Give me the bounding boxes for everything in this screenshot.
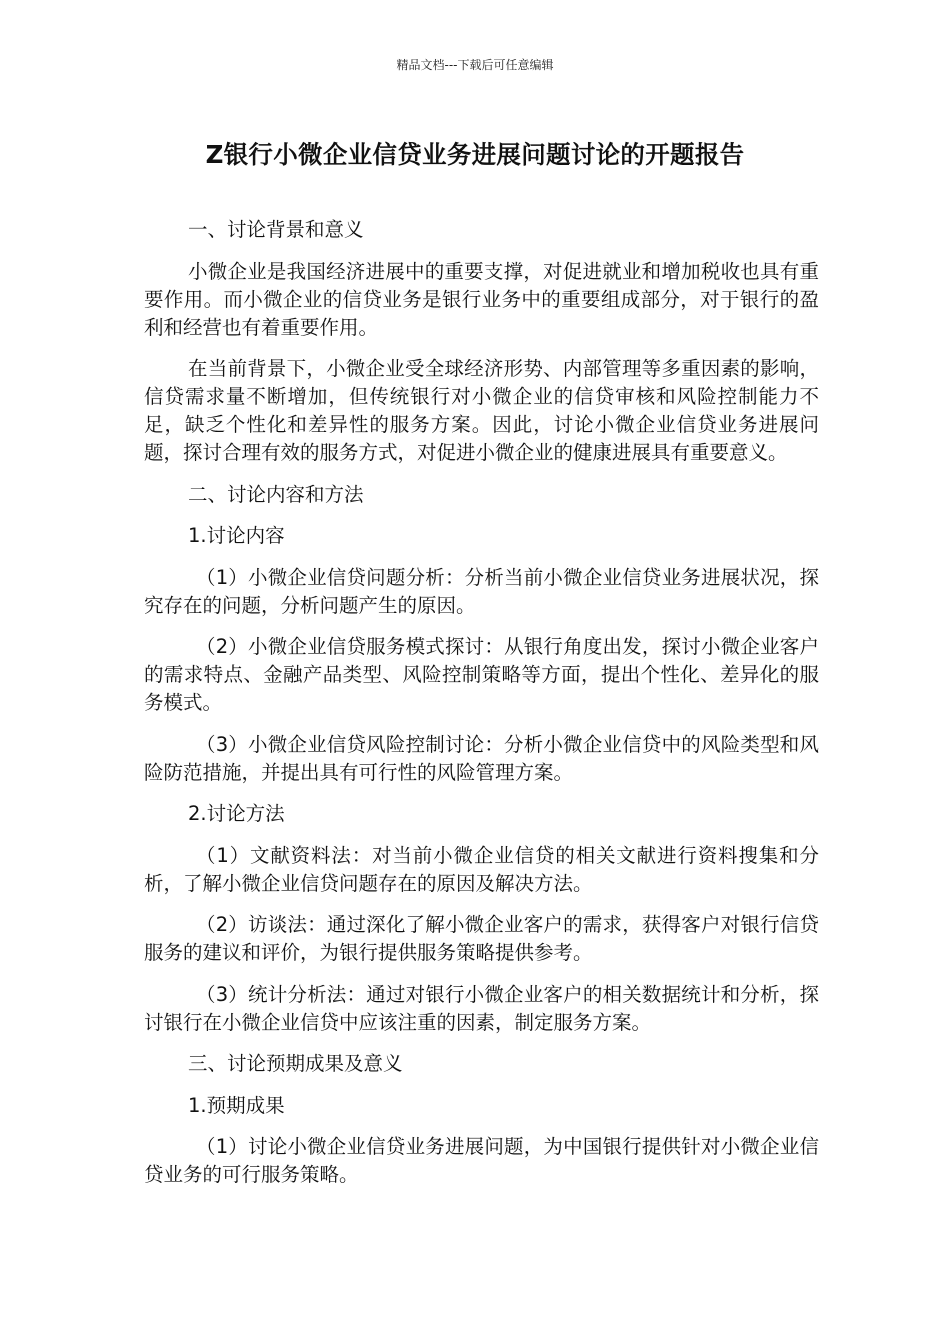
- paragraph: 在当前背景下，小微企业受全球经济形势、内部管理等多重因素的影响，信贷需求量不断增加，但传统银行对小微企业的信贷审核和风险控制能力不足，缺乏个性化和差异性的服务方案。因此，讨论小微企业信贷业务进展问题，探讨合理有效的服务方式，对促进小微企业的健康进展具有重要意义。: [144, 357, 819, 464]
- subsection-heading: 2.讨论方法: [188, 802, 285, 825]
- section-heading: 三、讨论预期成果及意义: [188, 1052, 403, 1075]
- list-item: （3）小微企业信贷风险控制讨论：分析小微企业信贷中的风险类型和风险防范措施，并提出具有可行性的风险管理方案。: [144, 732, 819, 784]
- list-item: （2）访谈法：通过深化了解小微企业客户的需求，获得客户对银行信贷服务的建议和评价，为银行提供服务策略提供参考。: [144, 913, 819, 964]
- list-item: （3）统计分析法：通过对银行小微企业客户的相关数据统计和分析，探讨银行在小微企业信贷中应该注重的因素，制定服务方案。: [144, 982, 819, 1034]
- list-item: （1）讨论小微企业信贷业务进展问题，为中国银行提供针对小微企业信贷业务的可行服务策略。: [144, 1135, 819, 1186]
- list-item: （1）小微企业信贷问题分析：分析当前小微企业信贷业务进展状况，探究存在的问题，分析问题产生的原因。: [144, 565, 819, 617]
- list-item: （2）小微企业信贷服务模式探讨：从银行角度出发，探讨小微企业客户的需求特点、金融产品类型、风险控制策略等方面，提出个性化、差异化的服务模式。: [144, 635, 819, 714]
- document-title: Z银行小微企业信贷业务进展问题讨论的开题报告: [205, 140, 745, 169]
- subsection-heading: 1.预期成果: [188, 1093, 285, 1117]
- header-note: 精品文档---下载后可任意编辑: [396, 58, 554, 72]
- subsection-heading: 1.讨论内容: [188, 524, 285, 547]
- paragraph: 小微企业是我国经济进展中的重要支撑，对促进就业和增加税收也具有重要作用。而小微企业的信贷业务是银行业务中的重要组成部分，对于银行的盈利和经营也有着重要作用。: [144, 259, 819, 339]
- section-heading: 一、讨论背景和意义: [188, 218, 364, 241]
- document-body: [144, 216, 819, 1203]
- list-item: （1）文献资料法：对当前小微企业信贷的相关文献进行资料搜集和分析，了解小微企业信贷问题存在的原因及解决方法。: [144, 843, 819, 895]
- section-heading: 二、讨论内容和方法: [188, 482, 364, 506]
